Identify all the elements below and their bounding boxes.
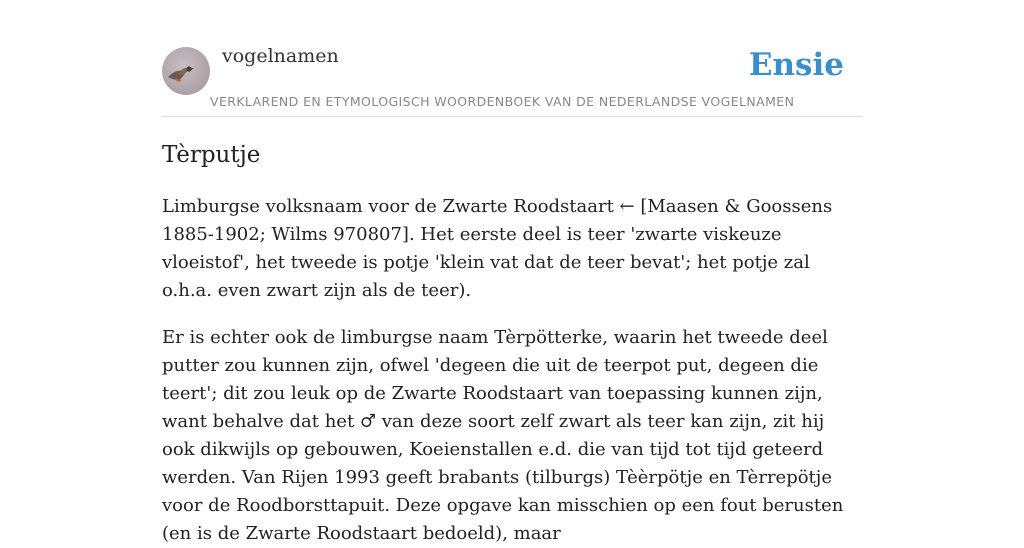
bird-silhouette-icon — [162, 47, 210, 95]
site-subtitle: VERKLAREND EN ETYMOLOGISCH WOORDENBOEK VAN DE NEDERLANDSE VOGELNAMEN — [210, 94, 795, 109]
article-title: Tèrputje — [162, 142, 261, 168]
article-paragraph: Er is echter ook de limburgse naam Tèrpötterke, waarin het tweede deel putter zou kunnen zijn, ofwel 'degeen die uit de teerpot put, degeen die teert'; dit zou leuk op de Zwarte Roodstaart van toepassing kunnen zijn, want behalve dat het ♂ van deze soort zelf zwart als teer kan zijn, zit hij ook dikwijls op gebouwen, Koeienstallen e.d. die van tijd tot tijd geteerd werden. Van Rijen 1993 geeft brabants (tilburgs) Tèèrpötje en Tèrrepötje voor de Roodborsttapuit. Deze opgave kan misschien op een fout berusten (en is de Zwarte Roodstaart bedoeld), maar — [162, 327, 844, 544]
article-paragraph: Limburgse volksnaam voor de Zwarte Roodstaart ← [Maasen & Goossens 1885-1902; Wilms 970807]. Het eerste deel is teer 'zwarte viskeuze vloeistof', het tweede is potje 'klein vat dat de teer bevat'; het potje zal o.h.a. even zwart zijn als de teer). — [162, 196, 833, 301]
site-name-link[interactable]: vogelnamen — [222, 45, 339, 67]
ensie-logo[interactable]: Ensie — [748, 47, 844, 83]
site-header — [162, 0, 862, 117]
page-container — [162, 0, 862, 544]
bird-avatar-icon[interactable] — [162, 47, 210, 95]
